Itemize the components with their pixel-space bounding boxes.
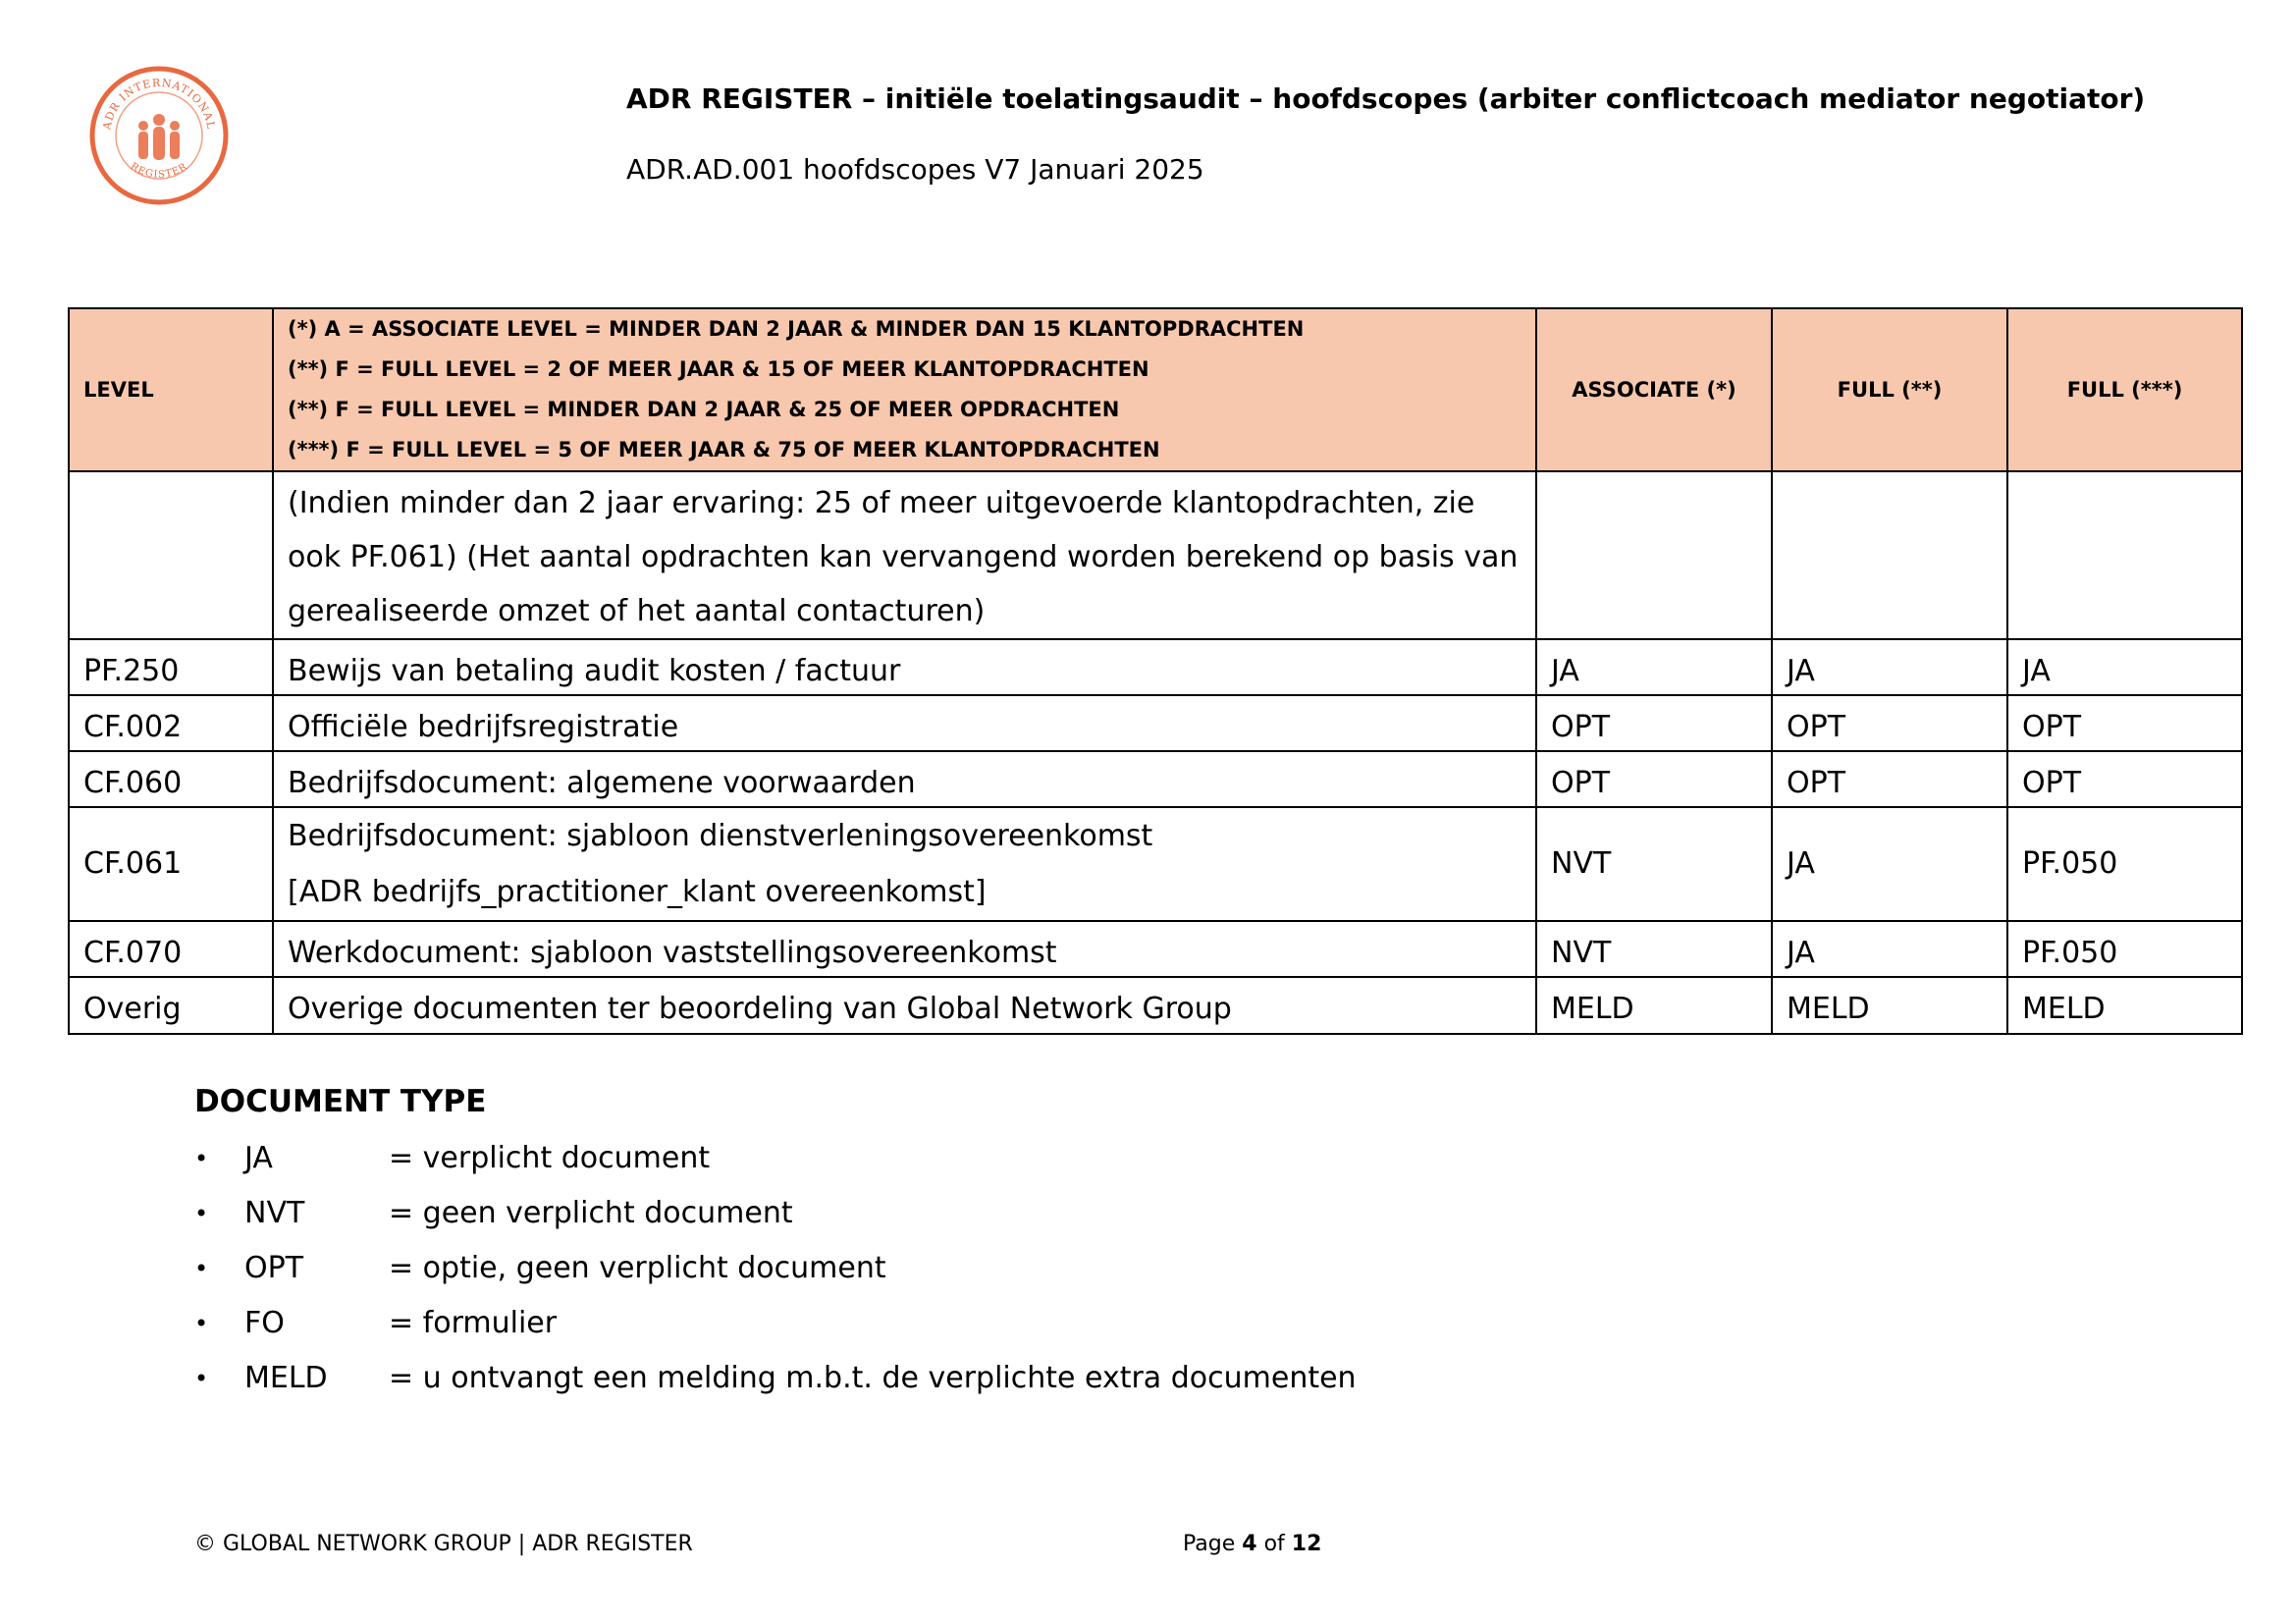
cell-full-3: JA: [2007, 639, 2242, 695]
cell-full-2: OPT: [1772, 695, 2007, 751]
doc-type-code: OPT: [244, 1251, 304, 1285]
cell-full-2: [1772, 471, 2007, 639]
table-row: [69, 639, 2242, 695]
table-row: [69, 921, 2242, 977]
page-number: [1183, 1532, 1321, 1556]
document-subtitle: ADR.AD.001 hoofdscopes V7 Januari 2025: [626, 153, 1204, 186]
cell-code: Overig: [69, 977, 273, 1034]
cell-full-2: OPT: [1772, 751, 2007, 807]
cell-full-3: PF.050: [2007, 921, 2242, 977]
description-line: Bedrijfsdocument: sjabloon dienstverleningsovereenkomst: [288, 819, 1153, 853]
table-row: [69, 751, 2242, 807]
doc-type-description: = verplicht document: [389, 1141, 711, 1175]
document-requirements-table: [68, 307, 2243, 1035]
document-title: ADR REGISTER – initiële toelatingsaudit – hoofdscopes (arbiter conflictcoach mediator negotiator): [626, 82, 2146, 115]
cell-associate: [1536, 471, 1772, 639]
doc-type-code: MELD: [244, 1361, 328, 1395]
bullet-icon: •: [194, 1310, 209, 1337]
doc-type-code: FO: [244, 1306, 285, 1340]
description-line: [ADR bedrijfs_practitioner_klant overeenkomst]: [288, 875, 987, 909]
cell-code: CF.060: [69, 751, 273, 807]
cell-full-2: JA: [1772, 807, 2007, 921]
legend-line: (*) A = ASSOCIATE LEVEL = MINDER DAN 2 JAAR & MINDER DAN 15 KLANTOPDRACHTEN: [288, 317, 1305, 341]
cell-associate: NVT: [1536, 921, 1772, 977]
cell-description: Overige documenten ter beoordeling van Global Network Group: [273, 977, 1536, 1034]
cell-full-2: MELD: [1772, 977, 2007, 1034]
cell-full-3: OPT: [2007, 751, 2242, 807]
cell-description: Bewijs van betaling audit kosten / factuur: [273, 639, 1536, 695]
page-current: 4: [1242, 1532, 1257, 1556]
footer-copyright: © GLOBAL NETWORK GROUP | ADR REGISTER: [194, 1532, 693, 1556]
cell-full-3: PF.050: [2007, 807, 2242, 921]
cell-intro-text: (Indien minder dan 2 jaar ervaring: 25 of meer uitgevoerde klantopdrachten, zie ook PF.061) (Het aantal opdrachten kan vervangend worden berekend op basis van gerealiseerde omzet of het aantal contacturen): [273, 471, 1536, 639]
legend-line: (***) F = FULL LEVEL = 5 OF MEER JAAR & 75 OF MEER KLANTOPDRACHTEN: [288, 438, 1160, 461]
cell-code: CF.002: [69, 695, 273, 751]
doc-type-description: = optie, geen verplicht document: [389, 1251, 886, 1285]
svg-text:REGISTER: REGISTER: [128, 160, 190, 181]
cell-full-2: JA: [1772, 921, 2007, 977]
cell-description: Officiële bedrijfsregistratie: [273, 695, 1536, 751]
cell-description: Werkdocument: sjabloon vaststellingsovereenkomst: [273, 921, 1536, 977]
page-of: of: [1256, 1532, 1292, 1556]
header-full-3: FULL (***): [2007, 308, 2242, 471]
cell-description: [273, 807, 1536, 921]
cell-associate: JA: [1536, 639, 1772, 695]
bullet-icon: •: [194, 1365, 209, 1392]
cell-code: CF.061: [69, 807, 273, 921]
svg-text:ADR INTERNATIONAL: ADR INTERNATIONAL: [100, 76, 218, 132]
table-row: [69, 471, 2242, 639]
cell-code: CF.070: [69, 921, 273, 977]
cell-associate: OPT: [1536, 695, 1772, 751]
table-row: [69, 977, 2242, 1034]
header-associate: ASSOCIATE (*): [1536, 308, 1772, 471]
table-header-row: [69, 308, 2242, 471]
doc-type-code: NVT: [244, 1196, 305, 1230]
legend-line: (**) F = FULL LEVEL = MINDER DAN 2 JAAR & 25 OF MEER OPDRACHTEN: [288, 398, 1120, 421]
cell-code: [69, 471, 273, 639]
bullet-icon: •: [194, 1200, 209, 1227]
cell-code: PF.250: [69, 639, 273, 695]
page-prefix: Page: [1183, 1532, 1243, 1556]
document-type-title: DOCUMENT TYPE: [194, 1084, 487, 1119]
doc-type-code: JA: [244, 1141, 273, 1175]
header-full-2: FULL (**): [1772, 308, 2007, 471]
cell-full-3: MELD: [2007, 977, 2242, 1034]
cell-full-3: [2007, 471, 2242, 639]
page-total: 12: [1291, 1532, 1322, 1556]
cell-description: Bedrijfsdocument: algemene voorwaarden: [273, 751, 1536, 807]
table-row: [69, 807, 2242, 921]
doc-type-description: = u ontvangt een melding m.b.t. de verplichte extra documenten: [389, 1361, 1357, 1395]
cell-associate: OPT: [1536, 751, 1772, 807]
bullet-icon: •: [194, 1255, 209, 1282]
table-row: [69, 695, 2242, 751]
legend-line: (**) F = FULL LEVEL = 2 OF MEER JAAR & 15 OF MEER KLANTOPDRACHTEN: [288, 357, 1149, 381]
doc-type-description: = formulier: [389, 1306, 558, 1340]
doc-type-description: = geen verplicht document: [389, 1196, 793, 1230]
cell-associate: MELD: [1536, 977, 1772, 1034]
cell-full-2: JA: [1772, 639, 2007, 695]
cell-full-3: OPT: [2007, 695, 2242, 751]
cell-associate: NVT: [1536, 807, 1772, 921]
header-legend: [273, 308, 1536, 471]
header-level: LEVEL: [69, 308, 273, 471]
adr-international-register-logo: [88, 65, 230, 206]
bullet-icon: •: [194, 1145, 209, 1172]
